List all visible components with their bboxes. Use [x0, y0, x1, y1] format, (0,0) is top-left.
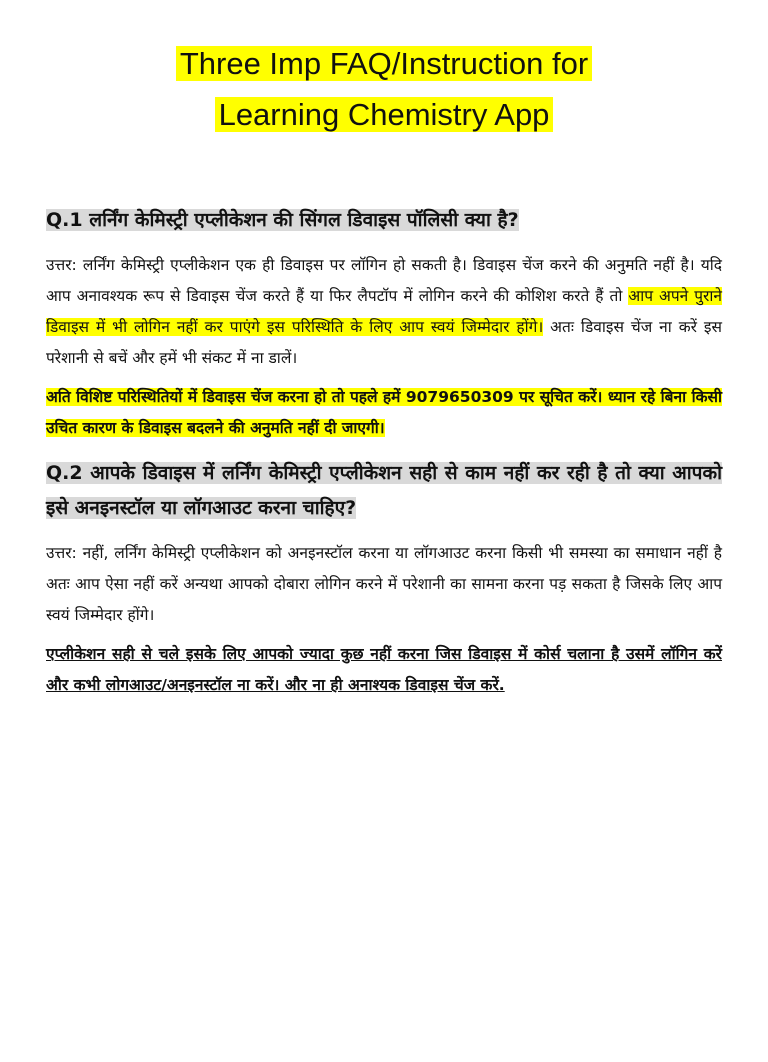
question-2: [46, 456, 722, 526]
title-line-1: Three Imp FAQ/Instruction for: [176, 46, 592, 81]
answer-1-highlight: आप अपने पुराने डिवाइस में भी लोगिन नहीं कर पाएंगे इस परिस्थिति के लिए आप स्वयं जिम्मेदार होंगे।: [46, 287, 722, 336]
document-title: [0, 38, 768, 140]
question-1: [46, 203, 722, 238]
question-1-text: Q.1 लर्निंग केमिस्ट्री एप्लीकेशन की सिंगल डिवाइस पॉलिसी क्या है?: [46, 209, 519, 231]
title-line-2: Learning Chemistry App: [215, 97, 554, 132]
answer-2: [46, 538, 722, 631]
document-page: [0, 38, 768, 1062]
answer-1-note: [46, 382, 722, 444]
answer-1: [46, 250, 722, 374]
answer-1-note-text: अति विशिष्ट परिस्थितियों में डिवाइस चेंज करना हो तो पहले हमें 9079650309 पर सूचित करें। ध्यान रहे बिना किसी उचित कारण के डिवाइस बदलने की अनुमति नहीं दी जाएगी।: [46, 388, 722, 437]
answer-1-text-end: अतः डिवाइस चेंज ना करें इस परेशानी से बचें और हमें भी संकट में ना डालें।: [46, 318, 722, 367]
question-2-text: Q.2 आपके डिवाइस में लर्निंग केमिस्ट्री एप्लीकेशन सही से काम नहीं कर रही है तो क्या आपको इसे अनइनस्टॉल या लॉगआउट करना चाहिए?: [46, 462, 722, 519]
answer-2-note-text: एप्लीकेशन सही से चले इसके लिए आपको ज्यादा कुछ नहीं करना जिस डिवाइस में कोर्स चलाना है उसमें लॉगिन करें और कभी लोगआउट/अनइनस्टॉल ना करें। और ना ही अनाश्यक डिवाइस चेंज करें.: [46, 645, 722, 694]
answer-1-text: उत्तर: लर्निंग केमिस्ट्री एप्लीकेशन एक ही डिवाइस पर लॉगिन हो सकती है। डिवाइस चेंज करने की अनुमति नहीं है। यदि आप अनावश्यक रूप से डिवाइस चेंज करते हैं या फिर लैपटॉप में लोगिन करने की कोशिश करते हैं तो: [46, 256, 722, 305]
answer-2-text: उत्तर: नहीं, लर्निंग केमिस्ट्री एप्लीकेशन को अनइनस्टॉल करना या लॉगआउट करना किसी भी समस्या का समाधान नहीं है अतः आप ऐसा नहीं करें अन्यथा आपको दोबारा लोगिन करने में परेशानी का सामना करना पड़ सकता है जिसके लिए आप स्वयं जिम्मेदार होंगे।: [46, 544, 722, 624]
answer-2-note: [46, 639, 722, 701]
